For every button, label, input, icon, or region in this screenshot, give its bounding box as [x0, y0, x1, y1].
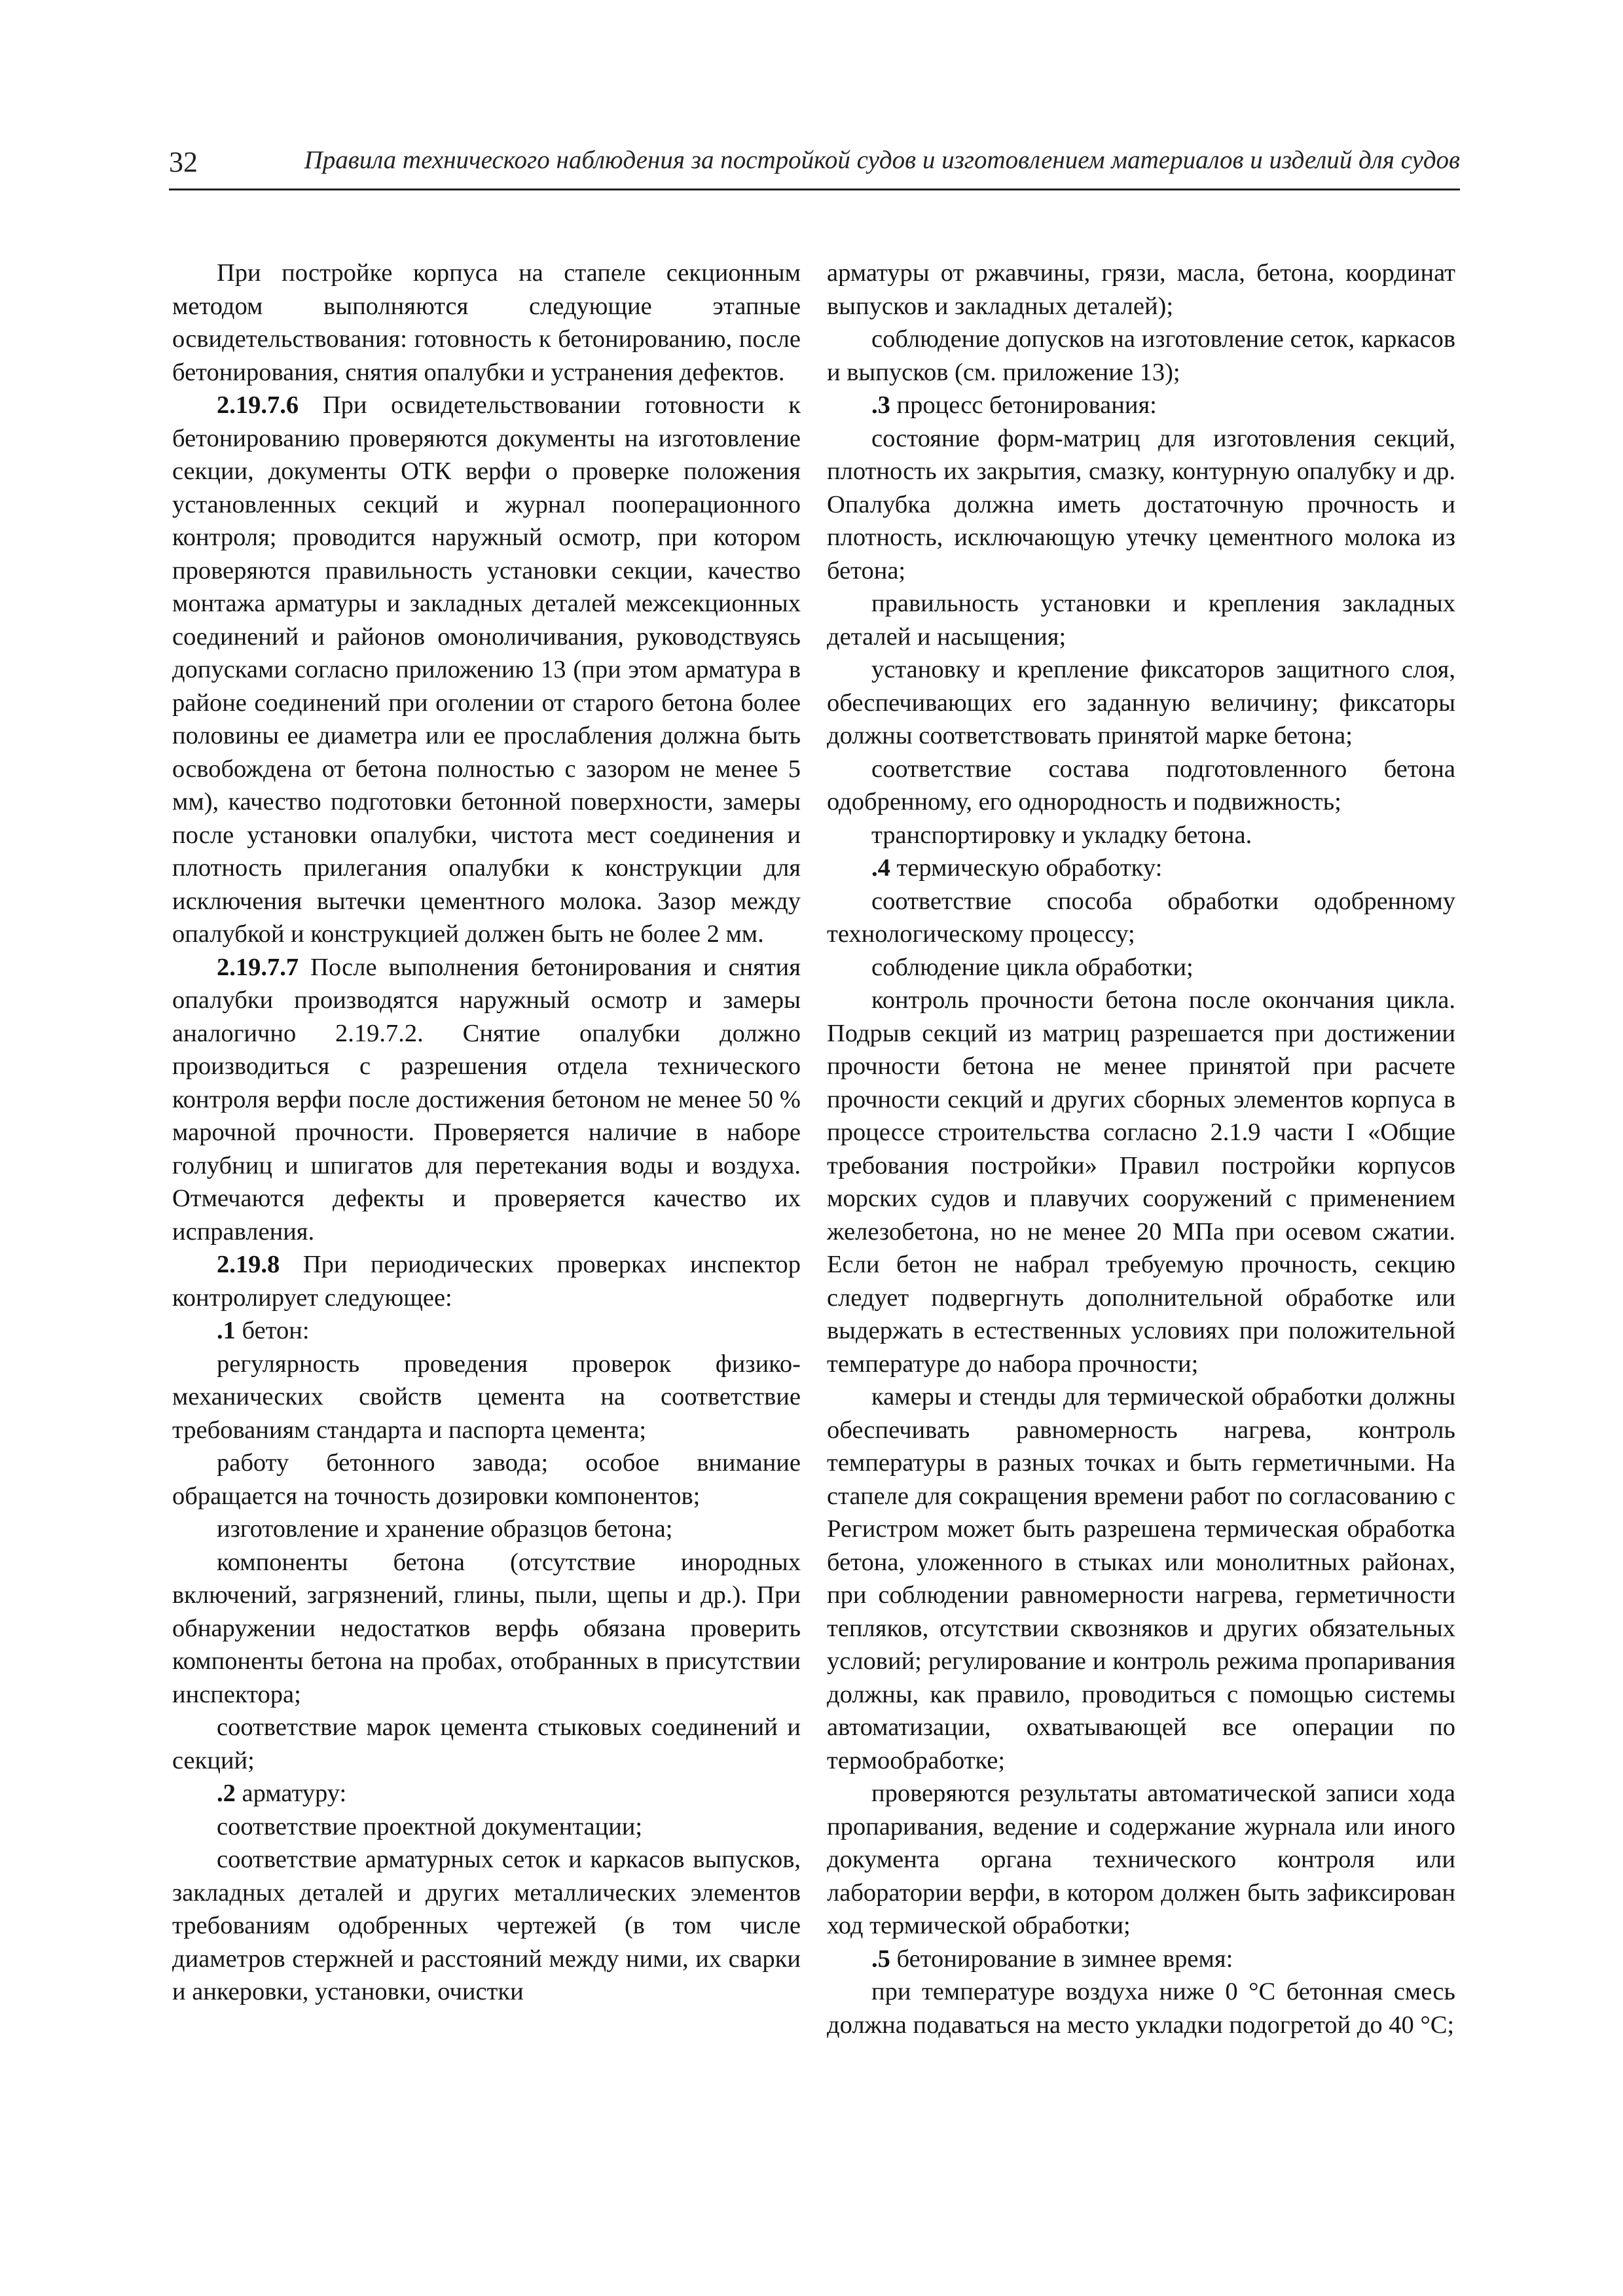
paragraph-text: правильность установки и крепления закладных деталей и насыщения; [827, 590, 1455, 651]
paragraph-text: состояние форм-матриц для изготовления секций, плотность их закрытия, смазку, контурную опалубку и др. Опалубка должна иметь достаточную прочность и плотность, исключающую утечку цементного молока из бетона; [827, 424, 1455, 584]
paragraph [172, 1711, 801, 1777]
paragraph [827, 1943, 1455, 1976]
paragraph [827, 422, 1455, 588]
paragraph-text: изготовление и хранение образцов бетона; [217, 1515, 673, 1543]
paragraph [172, 1348, 801, 1447]
paragraph-text: После выполнения бетонирования и снятия опалубки производятся наружный осмотр и замеры аналогично 2.19.7.2. Снятие опалубки должно производиться с разрешения отдела технического контроля верфи после достижения бетоном не менее 50 % марочной прочности. Проверяется наличие в наборе голубниц и шпигатов для перетекания воды и воздуха. Отмечаются дефекты и проверяется качество их исправления. [172, 953, 801, 1246]
paragraph [827, 653, 1455, 753]
paragraph [172, 1513, 801, 1546]
paragraph [827, 984, 1455, 1380]
clause-number: 2.19.8 [217, 1251, 280, 1278]
paragraph-text: При периодических проверках инспектор контролирует следующее: [172, 1251, 801, 1312]
running-title: Правила технического наблюдения за постройкой судов и изготовлением материалов и изделий для судов [304, 146, 1460, 174]
paragraph-text: арматуру: [235, 1780, 347, 1807]
paragraph-text: процесс бетонирования: [890, 391, 1157, 419]
clause-number: .5 [871, 1945, 890, 1973]
clause-number: .2 [217, 1780, 236, 1807]
paragraph [172, 951, 801, 1249]
paragraph [827, 1975, 1455, 2041]
paragraph-text: контроль прочности бетона после окончания цикла. Подрыв секций из матриц разрешается при достижении прочности бетона не менее принятой при расчете прочности секций и других сборных элементов корпуса в процессе строительства согласно 2.1.9 части I «Общие требования постройки» Правил постройки корпусов морских судов и плавучих сооружений с применением железобетона, но не менее 20 МПа при осевом сжатии. Если бетон не набрал требуемую прочность, секцию следует подвергнуть дополнительной обработке или выдержать в естественных условиях при положительной температуре до набора прочности; [827, 986, 1455, 1378]
clause-number: 2.19.7.7 [217, 953, 299, 981]
paragraph-text: регулярность проведения проверок физико-механических свойств цемента на соответствие требованиям стандарта и паспорта цемента; [172, 1350, 801, 1444]
page-number: 32 [169, 146, 198, 178]
clause-number: .3 [871, 391, 890, 419]
paragraph-text: установку и крепление фиксаторов защитного слоя, обеспечивающих его заданную величину; фиксаторы должны соответствовать принятой марке бетона; [827, 656, 1455, 749]
right-text-column [827, 257, 1455, 2041]
paragraph-text: соответствие арматурных сеток и каркасов выпусков, закладных деталей и других металлических элементов требованиям одобренных чертежей (в том числе диаметров стержней и расстояний между ними, их сварки и анкеровки, установки, очистки [172, 1846, 801, 2005]
paragraph [827, 819, 1455, 852]
paragraph-text: соответствие марок цемента стыковых соединений и секций; [172, 1713, 801, 1774]
paragraph [172, 1248, 801, 1314]
paragraph [172, 1446, 801, 1513]
paragraph-text: бетон: [235, 1317, 310, 1344]
paragraph-text: При постройке корпуса на стапеле секционным методом выполняются следующие этапные освидетельствования: готовность к бетонированию, после бетонирования, снятия опалубки и устранения дефектов. [172, 259, 801, 386]
paragraph-text: соблюдение цикла обработки; [871, 953, 1194, 981]
paragraph [172, 1810, 801, 1844]
paragraph [172, 1546, 801, 1712]
paragraph [827, 852, 1455, 885]
paragraph-text: арматуры от ржавчины, грязи, масла, бетона, координат выпусков и закладных деталей); [827, 259, 1455, 320]
page-header [169, 145, 1460, 190]
paragraph [172, 1314, 801, 1348]
paragraph-text: проверяются результаты автоматической записи хода пропаривания, ведение и содержание журнала или иного документа органа технического контроля или лаборатории верфи, в котором должен быть зафиксирован ход термической обработки; [827, 1780, 1455, 1939]
paragraph-text: соответствие проектной документации; [217, 1812, 643, 1840]
paragraph-text: работу бетонного завода; особое внимание обращается на точность дозировки компонентов; [172, 1449, 801, 1510]
paragraph-text: При освидетельствовании готовности к бетонированию проверяются документы на изготовление секции, документы ОТК верфи о проверке положения установленных секций и журнал пооперационного контроля; проводится наружный осмотр, при котором проверяются правильность установки секции, качество монтажа арматуры и закладных деталей межсекционных соединений и районов омоноличивания, руководствуясь допусками согласно приложению 13 (при этом арматура в районе соединений при оголении от старого бетона более половины ее диаметра или ее прослабления должна быть освобождена от бетона полностью с зазором не менее 5 мм), качество подготовки бетонной поверхности, замеры после установки опалубки, чистота мест соединения и плотность прилегания опалубки к конструкции для исключения вытечки цементного молока. Зазор между опалубкой и конструкцией должен быть не более 2 мм. [172, 391, 801, 948]
paragraph [827, 257, 1455, 323]
paragraph [827, 885, 1455, 951]
left-text-column [172, 257, 801, 2009]
clause-number: 2.19.7.6 [217, 391, 299, 419]
paragraph [827, 1380, 1455, 1777]
paragraph-text: компоненты бетона (отсутствие инородных включений, загрязнений, глины, пыли, щепы и др.). При обнаружении недостатков верфь обязана проверить компоненты бетона на пробах, отобранных в присутствии инспектора; [172, 1548, 801, 1708]
paragraph-text: камеры и стенды для термической обработки должны обеспечивать равномерность нагрева, контроль температуры в разных точках и быть герметичными. На стапеле для сокращения времени работ по согласованию с Регистром может быть разрешена термическая обработка бетона, уложенного в стыках или монолитных районах, при соблюдении равномерности нагрева, герметичности тепляков, отсутствии сквозняков и других обязательных условий; регулирование и контроль режима пропаривания должны, как правило, проводиться с помощью системы автоматизации, охватывающей все операции по термообработке; [827, 1383, 1455, 1774]
paragraph [827, 1777, 1455, 1943]
clause-number: .4 [871, 854, 890, 882]
paragraph [827, 753, 1455, 819]
paragraph-text: соответствие состава подготовленного бетона одобренному, его однородность и подвижность; [827, 755, 1455, 816]
clause-number: .1 [217, 1317, 236, 1344]
paragraph [827, 323, 1455, 389]
paragraph [172, 1777, 801, 1810]
paragraph [827, 951, 1455, 984]
paragraph-text: соответствие способа обработки одобренному технологическому процессу; [827, 887, 1455, 948]
paragraph [172, 1843, 801, 2009]
paragraph [172, 257, 801, 389]
paragraph-text: бетонирование в зимнее время: [890, 1945, 1233, 1973]
paragraph [827, 389, 1455, 422]
paragraph-text: транспортировку и укладку бетона. [871, 821, 1252, 849]
paragraph [172, 389, 801, 951]
paragraph-text: соблюдение допусков на изготовление сеток, каркасов и выпусков (см. приложение 13); [827, 325, 1455, 386]
paragraph-text: при температуре воздуха ниже 0 °С бетонная смесь должна подаваться на место укладки подогретой до 40 °С; [827, 1978, 1455, 2039]
paragraph [827, 587, 1455, 653]
paragraph-text: термическую обработку: [890, 854, 1163, 882]
